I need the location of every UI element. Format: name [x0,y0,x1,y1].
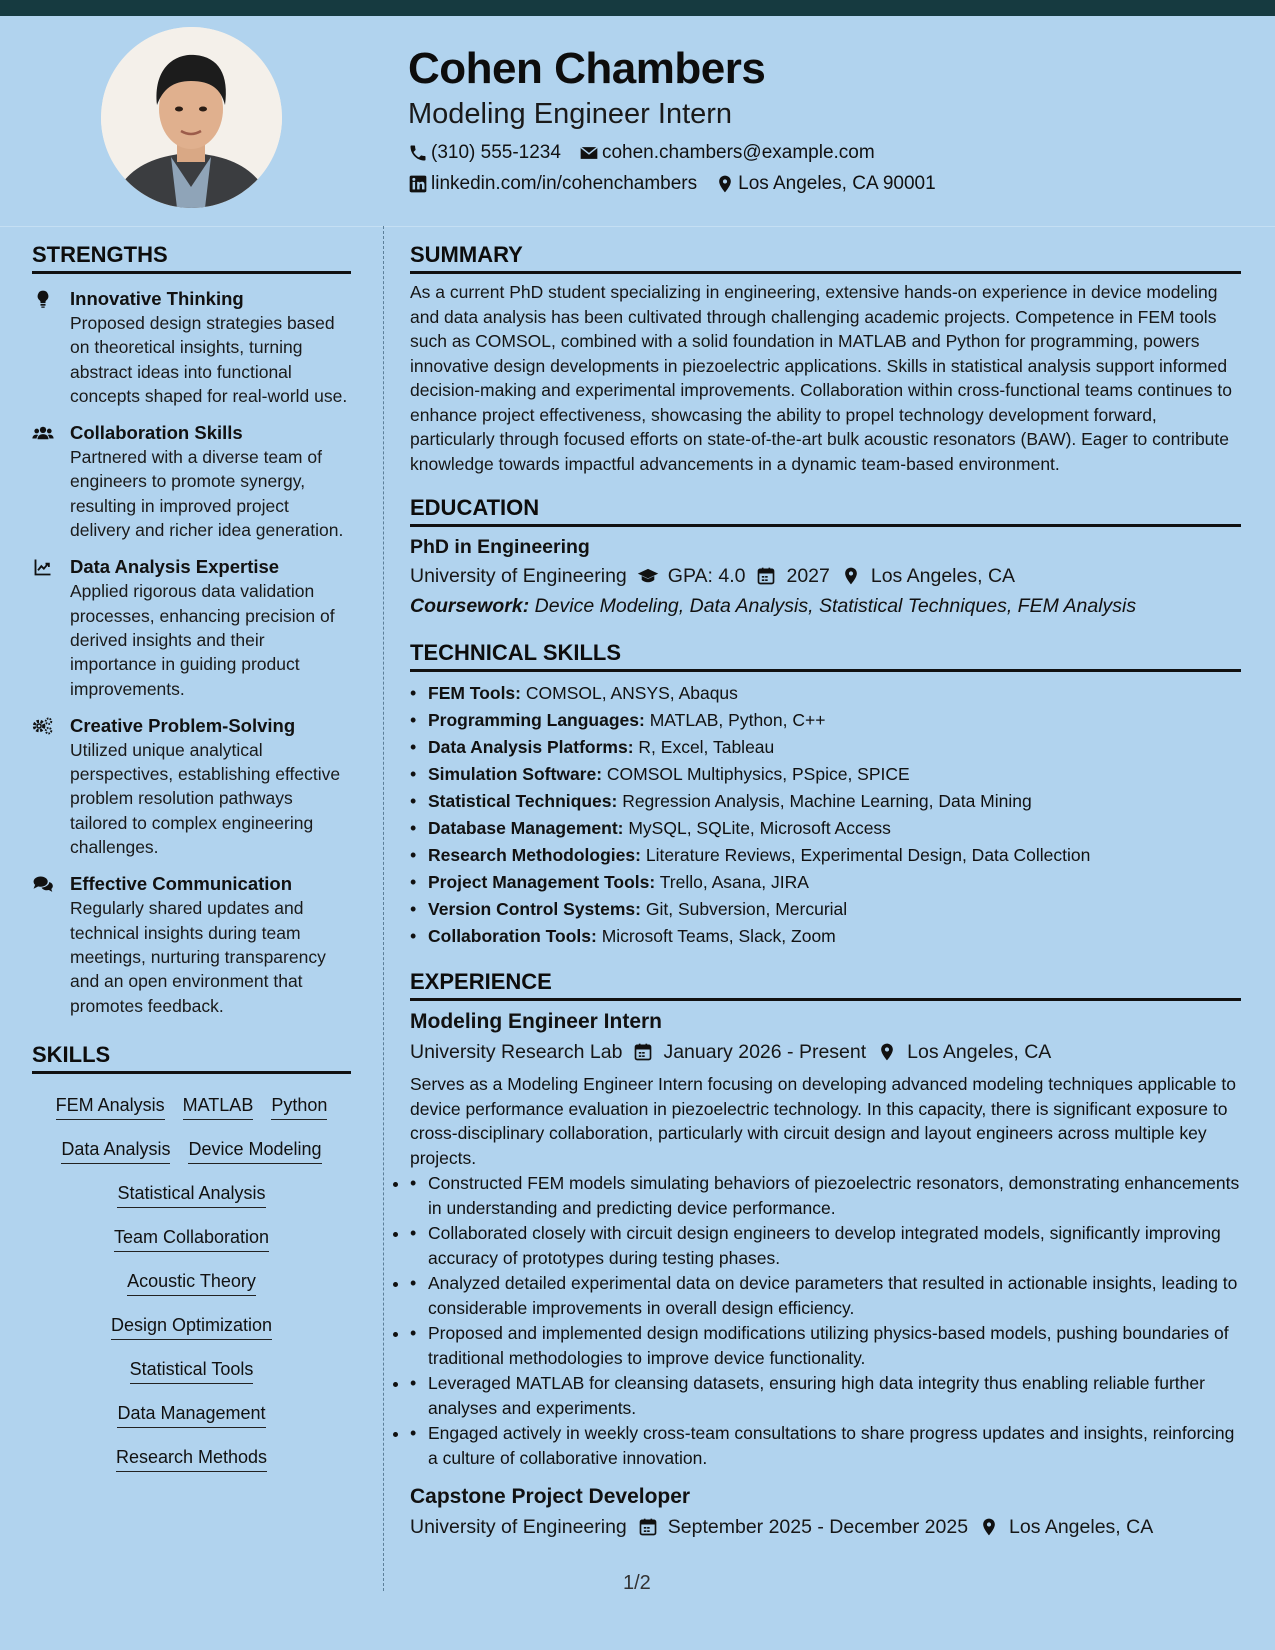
list-item [410,788,1241,815]
location-text: Los Angeles, CA 90001 [738,173,936,194]
list-item: • • Leveraged MATLAB for cleansing datasets, ensuring high data integrity thus enabling reliable further analyses and experiments. [410,1371,1241,1420]
skill-chip: Research Methods [116,1438,267,1472]
phone-icon [408,143,428,163]
list-item [410,842,1241,869]
list-item [410,680,1241,707]
experience-heading: EXPERIENCE [410,967,1241,1001]
summary-heading: SUMMARY [410,240,1241,274]
coursework-list: Device Modeling, Data Analysis, Statistical Techniques, FEM Analysis [534,595,1137,617]
list-item [410,707,1241,734]
education-heading: EDUCATION [410,493,1241,527]
strength-item [32,714,351,859]
skill-chip: Statistical Analysis [117,1174,265,1208]
job-description: Serves as a Modeling Engineer Intern focusing on developing advanced modeling techniques applicable to device performance evaluation in piezoelectric technology. In this capacity, there is significant exposure to cross-disciplinary collaboration, particularly with circuit design and layout engineers across multiple key projects. [410,1074,1236,1168]
right-column [410,240,1241,1542]
users-icon [32,423,54,443]
strength-desc: Regularly shared updates and technical insights during team meetings, nurturing transparency and an open environment that promotes feedback. [70,898,326,1016]
skill-label: Research Methodologies: [428,845,641,865]
comments-icon [32,874,54,894]
chart-line-icon [32,557,54,577]
job-org: University of Engineering [410,1516,627,1538]
strength-title: Collaboration Skills [70,422,243,444]
strength-desc: Applied rigorous data validation processes, enhancing precision of derived insights and their importance in guiding product improvements. [70,581,335,699]
skill-chip: Team Collaboration [114,1218,269,1252]
resume-header [408,40,1248,196]
phone-text: (310) 555-1234 [431,142,561,163]
contact-location [715,172,936,196]
job-title: Capstone Project Developer [410,1485,691,1508]
coursework-line [410,591,1241,621]
list-item: • • Collaborated closely with circuit design engineers to develop integrated models, significantly improving accuracy of prototypes during testing phases. [410,1221,1241,1270]
top-bar [0,0,1275,16]
skill-value: COMSOL, ANSYS, Abaqus [525,683,738,703]
calendar-icon [755,566,777,586]
skill-value: Microsoft Teams, Slack, Zoom [601,926,836,946]
skill-value: R, Excel, Tableau [638,737,775,757]
contact-linkedin[interactable] [408,172,697,196]
skill-label: Collaboration Tools: [428,926,597,946]
skill-chip: Device Modeling [188,1130,321,1164]
strength-desc: Utilized unique analytical perspectives, establishing effective problem resolution pathways tailored to complex engineering challenges. [70,739,341,858]
strength-desc: Proposed design strategies based on theoretical insights, turning abstract ideas into functional concepts shaped for real-world use. [70,313,348,406]
list-item [410,923,1241,950]
strength-item [32,421,351,542]
email-text[interactable]: cohen.chambers@example.com [601,142,875,163]
skill-chip: Python [271,1086,327,1120]
job-meta [410,1037,1241,1067]
calendar-icon [632,1042,654,1062]
map-marker-icon [876,1042,898,1062]
skill-chip: Design Optimization [111,1306,272,1340]
strength-title: Innovative Thinking [70,288,244,309]
experience-section [410,967,1241,1542]
strengths-heading: STRENGTHS [32,240,351,274]
list-item: • • Engaged actively in weekly cross-team consultations to share progress updates and insights, reinforcing a culture of collaborative innovation. [410,1421,1241,1470]
envelope-icon [579,143,599,163]
strength-desc: Partnered with a diverse team of engineers to promote synergy, resulting in improved project delivery and richer idea generation. [70,447,344,541]
job-dates: January 2026 - Present [663,1041,867,1063]
linkedin-text[interactable]: linkedin.com/in/cohenchambers [431,173,698,194]
skill-label: Programming Languages: [428,710,645,730]
skill-chip: FEM Analysis [56,1086,165,1120]
map-marker-icon [978,1517,1000,1537]
list-item [410,815,1241,842]
education-meta [410,561,1241,591]
graduation-year: 2027 [786,565,830,587]
contact-phone [408,141,561,165]
skill-value: MySQL, SQLite, Microsoft Access [628,818,891,838]
skill-label: Simulation Software: [428,764,603,784]
education-location: Los Angeles, CA [870,565,1016,587]
skill-label: Statistical Techniques: [428,791,618,811]
header-divider [0,226,1275,227]
strength-title: Data Analysis Expertise [70,556,280,578]
linkedin-icon [408,174,428,194]
job-location: Los Angeles, CA [1009,1516,1154,1538]
summary-text: As a current PhD student specializing in engineering, extensive hands-on experience in device modeling and data analysis has been cultivated through challenging academic projects. Competence in FEM tools such as COMSOL, combined with a solid foundation in MATLAB and Python for programming, powers innovative design developments in piezoelectric applications. Skills in statistical analysis support informed decision-making and experimental improvements. Collaboration within cross-functional teams continues to enhance project effectiveness, showcasing the ability to propel technology development forward, particularly through focused efforts on state-of-the-art bulk acoustic resonators (BAW). Eager to contribute knowledge towards impactful advancements in a dynamic team-based environment. [410,282,1232,474]
list-item [410,734,1241,761]
skills-section [32,1040,351,1477]
strength-item [32,287,351,408]
skills-heading: SKILLS [32,1040,351,1074]
portrait-illustration [101,27,282,208]
technical-skills-section [410,638,1241,950]
strength-item [32,555,351,700]
skill-value: Trello, Asana, JIRA [659,872,809,892]
coursework-label: Coursework: [410,595,530,617]
gpa-text: GPA: 4.0 [667,565,746,587]
left-column [32,240,351,1477]
skill-value: COMSOL Multiphysics, PSpice, SPICE [606,764,910,784]
profile-photo [101,27,282,208]
list-item: • • Proposed and implemented design modifications utilizing physics-based models, pushing boundaries of traditional methodologies to improve device functionality. [410,1321,1241,1370]
page-number: 1/2 [623,1572,651,1594]
technical-skills-heading: TECHNICAL SKILLS [410,638,1241,672]
contact-email[interactable] [579,141,875,165]
skill-value: Literature Reviews, Experimental Design, Data Collection [645,845,1091,865]
skill-label: Version Control Systems: [428,899,641,919]
cogs-icon [32,716,54,736]
job-dates: September 2025 - December 2025 [667,1516,969,1538]
skill-chip: Acoustic Theory [127,1262,256,1296]
job-bullets [410,1171,1241,1470]
skill-label: Data Analysis Platforms: [428,737,634,757]
skill-label: FEM Tools: [428,683,521,703]
skill-label: Database Management: [428,818,624,838]
job-location: Los Angeles, CA [907,1041,1052,1063]
list-item [410,869,1241,896]
strength-title: Creative Problem-Solving [70,714,296,736]
lightbulb-icon [32,289,54,309]
job-title: Modeling Engineer Intern [410,1010,663,1033]
map-marker-icon [840,566,862,586]
skill-chip: MATLAB [183,1086,254,1120]
skill-chip: Statistical Tools [130,1350,254,1384]
skills-chip-list [32,1081,351,1477]
job-org: University Research Lab [410,1041,623,1063]
list-item [410,896,1241,923]
contact-row-1 [408,141,1248,165]
map-marker-icon [715,174,735,194]
candidate-name: Cohen Chambers [408,44,766,93]
school-name: University of Engineering [410,565,627,587]
job-meta [410,1512,1241,1542]
graduation-cap-icon [637,566,659,586]
skill-chip: Data Management [117,1394,265,1428]
candidate-title: Modeling Engineer Intern [408,98,733,130]
list-item: • • Analyzed detailed experimental data on device parameters that resulted in actionable insights, leading to considerable improvements in overall design efficiency. [410,1271,1241,1320]
education-section [410,493,1241,621]
calendar-icon [637,1517,659,1537]
column-divider [383,226,384,1591]
skill-value: Git, Subversion, Mercurial [645,899,848,919]
technical-skills-list [410,680,1241,950]
strength-title: Effective Communication [70,873,293,895]
skill-value: MATLAB, Python, C++ [649,710,826,730]
skill-value: Regression Analysis, Machine Learning, Data Mining [622,791,1032,811]
skill-chip: Data Analysis [61,1130,170,1164]
degree-title: PhD in Engineering [410,536,590,558]
skill-label: Project Management Tools: [428,872,656,892]
list-item: • • Constructed FEM models simulating behaviors of piezoelectric resonators, demonstrating enhancements in understanding and predicting device performance. [410,1171,1241,1220]
list-item [410,761,1241,788]
strength-item [32,872,351,1017]
contact-row-2 [408,172,1248,196]
